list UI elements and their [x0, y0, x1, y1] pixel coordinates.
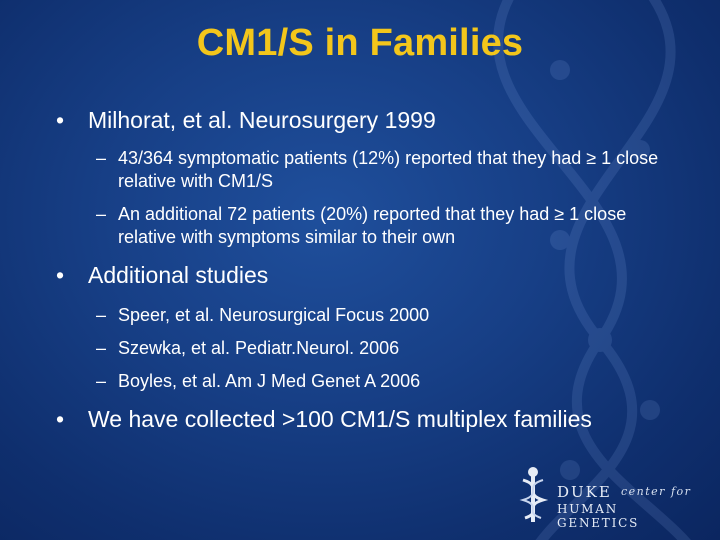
dash-marker: – — [96, 305, 107, 325]
bullet-marker: • — [56, 406, 65, 432]
bullet-marker: • — [56, 107, 65, 133]
bullet-2-sub-2-text: Szewka, et al. Pediatr.Neurol. 2006 — [118, 338, 400, 358]
bullet-2-sub-2 — [56, 337, 676, 360]
bullet-marker: • — [56, 262, 65, 288]
dash-marker: – — [96, 371, 107, 391]
slide-content — [56, 106, 676, 434]
bullet-2-sub-1 — [56, 304, 676, 327]
dash-marker: – — [96, 204, 107, 224]
bullet-1-sub-2-text: An additional 72 patients (20%) reported that they had ≥ 1 close relative with symptoms similar to their own — [118, 204, 627, 247]
logo-duke-text: DUKE — [557, 483, 612, 501]
bullet-2-sub-3-text: Boyles, et al. Am J Med Genet A 2006 — [118, 371, 421, 391]
dash-marker: – — [96, 338, 107, 358]
bullet-2-sub-3 — [56, 370, 676, 393]
bullet-3-text: We have collected >100 CM1/S multiplex families — [88, 406, 592, 432]
duke-genetics-logo — [515, 466, 705, 530]
slide-title: CM1/S in Families — [196, 22, 524, 64]
bullet-1-sub-1-text: 43/364 symptomatic patients (12%) reported that they had ≥ 1 close relative with CM1/S — [118, 148, 659, 191]
dash-marker: – — [96, 148, 107, 168]
bullet-2-text: Additional studies — [88, 262, 269, 288]
bullet-1-sub-1 — [56, 147, 676, 193]
caduceus-dna-icon — [515, 466, 551, 524]
bullet-2 — [56, 261, 676, 290]
bullet-2-sub-1-text: Speer, et al. Neurosurgical Focus 2000 — [118, 305, 430, 325]
logo-center-for-text: center for — [621, 485, 692, 498]
bullet-1-text: Milhorat, et al. Neurosurgery 1999 — [88, 107, 436, 133]
bullet-1-sub-2 — [56, 203, 676, 249]
bullet-1 — [56, 106, 676, 135]
bullet-3 — [56, 405, 608, 434]
logo-human-genetics-text: HUMAN GENETICS — [557, 502, 640, 530]
